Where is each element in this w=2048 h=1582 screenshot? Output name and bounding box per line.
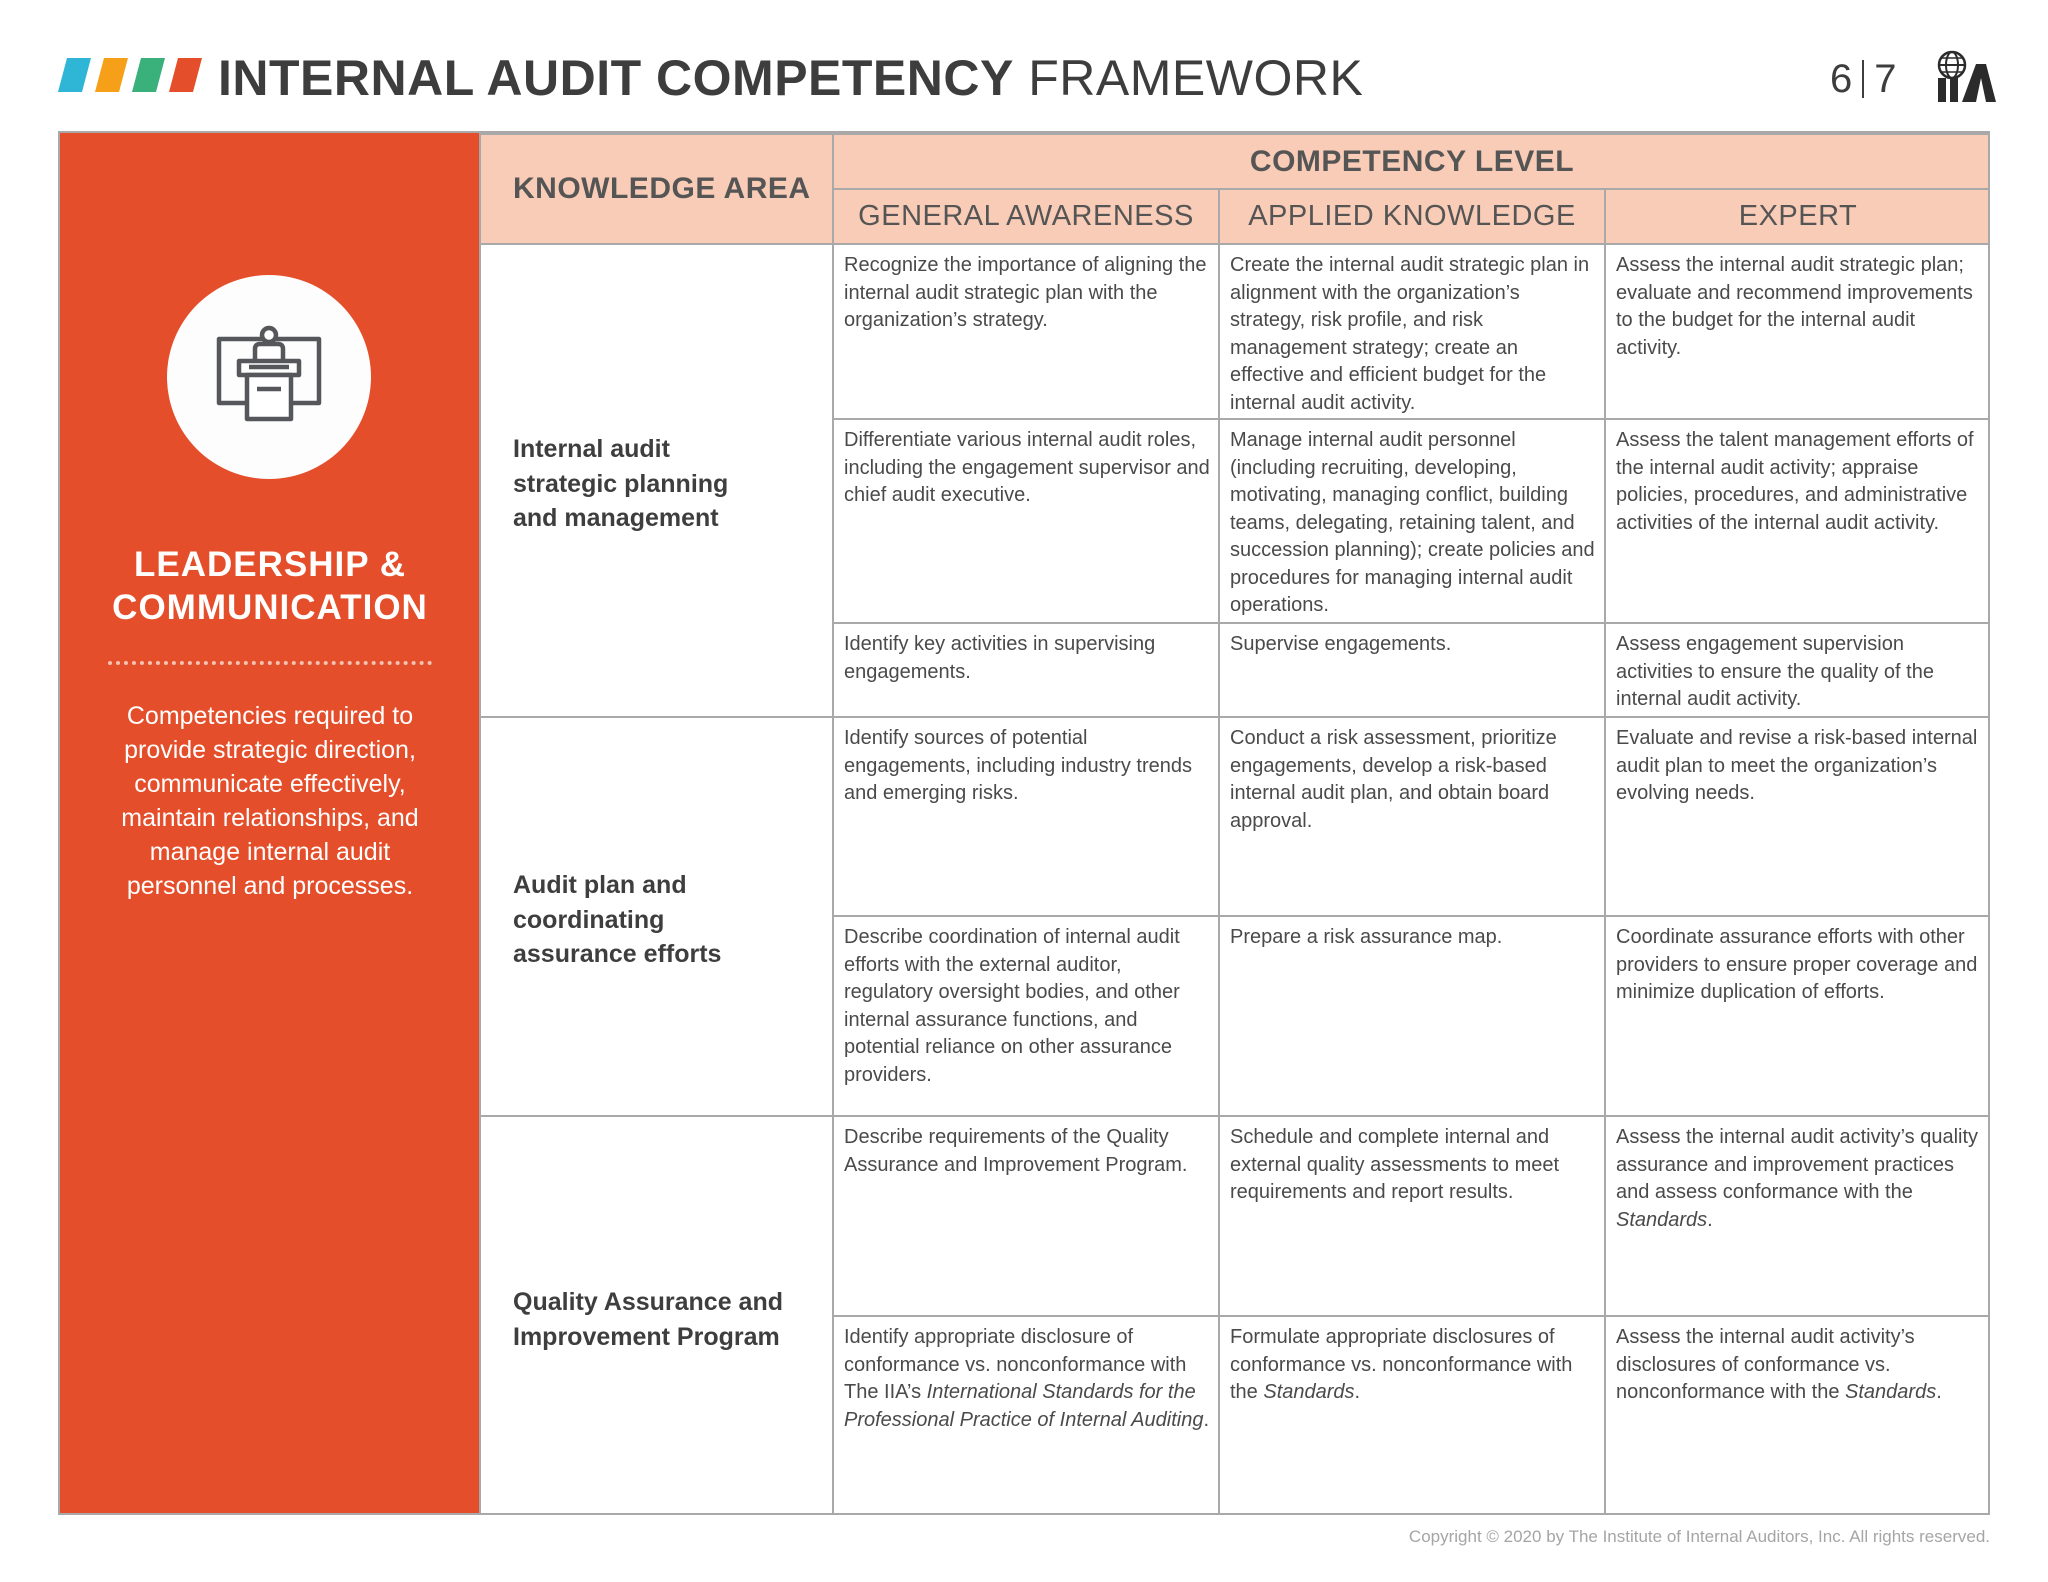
cell-applied-knowledge <box>1219 1316 1605 1515</box>
area-quality-assurance <box>480 1116 833 1515</box>
document-title <box>218 48 1363 108</box>
cell-general-awareness: Identify key activities in supervising engagements. <box>833 623 1219 717</box>
cell-text: Formulate appropriate disclosures of conformance vs. nonconformance with the <box>1230 1326 1573 1403</box>
section-title-line-1: LEADERSHIP & <box>134 545 406 584</box>
cell-general-awareness: Describe requirements of the Quality Assurance and Improvement Program. <box>833 1116 1219 1316</box>
cell-general-awareness: Describe coordination of internal audit efforts with the external auditor, regulatory oversight bodies, and other internal assurance functions, and potential reliance on other assurance providers. <box>833 916 1219 1116</box>
cell-general-awareness: Differentiate various internal audit roles, including the engagement supervisor and chief audit executive. <box>833 419 1219 623</box>
cell-expert <box>1605 1316 1990 1515</box>
cell-expert: Coordinate assurance efforts with other providers to ensure proper coverage and minimize duplication of efforts. <box>1605 916 1990 1116</box>
page-header <box>58 44 1998 144</box>
cell-text: Assess the internal audit activity’s disclosures of conformance vs. nonconformance with the <box>1616 1326 1915 1403</box>
area-label-line: Internal audit <box>513 435 670 464</box>
cell-applied-knowledge: Prepare a risk assurance map. <box>1219 916 1605 1116</box>
area-label-line: Audit plan and <box>513 871 687 900</box>
copyright-notice: Copyright © 2020 by The Institute of Internal Auditors, Inc. All rights reserved. <box>1408 1527 1990 1546</box>
cell-applied-knowledge: Schedule and complete internal and external quality assessments to meet requirements and report results. <box>1219 1116 1605 1316</box>
page-total: 7 <box>1874 57 1897 101</box>
period: . <box>1203 1408 1210 1431</box>
cell-expert: Assess the talent management efforts of the internal audit activity; appraise policies, procedures, and administrative activities of the internal audit activity. <box>1605 419 1990 623</box>
italic-term: Standards <box>1845 1381 1937 1403</box>
italic-term: International Standards for the Professional Practice of Internal Auditing <box>844 1381 1204 1431</box>
area-label-line: Quality Assurance and <box>513 1288 783 1316</box>
cell-text: Identify appropriate disclosure of conformance vs. nonconformance with The IIA’s <box>844 1326 1187 1403</box>
cell-applied-knowledge: Manage internal audit personnel (including recruiting, developing, motivating, managing conflict, building teams, delegating, retaining talent, and succession planning); create policies and procedures for managing internal audit operations. <box>1219 419 1605 623</box>
cell-general-awareness: Recognize the importance of aligning the internal audit strategic plan with the organization’s strategy. <box>833 244 1219 419</box>
cell-expert: Assess engagement supervision activities to ensure the quality of the internal audit activity. <box>1605 623 1990 717</box>
area-label-line: strategic planning <box>513 469 729 498</box>
header-knowledge-area: KNOWLEDGE AREA <box>480 134 833 244</box>
cell-expert: Evaluate and revise a risk-based internal audit plan to meet the organization’s evolving needs. <box>1605 717 1990 916</box>
cell-expert: Assess the internal audit strategic plan; evaluate and recommend improvements to the budget for the internal audit activity. <box>1605 244 1990 419</box>
cell-applied-knowledge: Conduct a risk assessment, prioritize engagements, develop a risk-based internal audit plan, and obtain board approval. <box>1219 717 1605 916</box>
header-competency-level: COMPETENCY LEVEL <box>833 134 1990 189</box>
cell-applied-knowledge: Supervise engagements. <box>1219 623 1605 717</box>
italic-term: Standards <box>1263 1381 1355 1403</box>
page-indicator <box>1830 50 1897 108</box>
iia-logo-icon <box>1934 48 1996 104</box>
competency-table <box>479 133 1990 1515</box>
title-bold: INTERNAL AUDIT COMPETENCY <box>218 50 1014 106</box>
header-general-awareness: GENERAL AWARENESS <box>833 189 1219 244</box>
area-label-line: Improvement Program <box>513 1322 780 1351</box>
italic-term: Standards <box>1616 1208 1708 1231</box>
period: . <box>1354 1381 1361 1403</box>
cell-applied-knowledge: Create the internal audit strategic plan in alignment with the organization’s strategy, risk profile, and risk management strategy; create an effective and efficient budget for the internal audit activity. <box>1219 244 1605 419</box>
title-light: FRAMEWORK <box>1028 50 1364 106</box>
icon-badge <box>167 275 371 479</box>
area-strategic-planning <box>480 244 833 717</box>
header-applied-knowledge: APPLIED KNOWLEDGE <box>1219 189 1605 244</box>
period: . <box>1936 1381 1942 1403</box>
header-expert: EXPERT <box>1605 189 1990 244</box>
cell-general-awareness <box>833 1316 1219 1515</box>
area-label-line: assurance efforts <box>513 940 722 969</box>
sidebar <box>60 133 480 1513</box>
period: . <box>1707 1208 1713 1231</box>
section-description: Competencies required to provide strategic direction, communicate effectively, maintain relationships, and manage internal audit personnel and processes. <box>121 702 419 900</box>
area-audit-plan <box>480 717 833 1116</box>
color-stripes-icon <box>58 58 204 92</box>
cell-text: Assess the internal audit activity’s quality assurance and improvement practices and assess conformance with the <box>1616 1126 1979 1203</box>
cell-expert <box>1605 1116 1990 1316</box>
section-title <box>60 543 480 629</box>
page-current: 6 <box>1830 57 1853 101</box>
competency-frame <box>58 131 1990 1515</box>
dotted-divider <box>108 661 432 665</box>
area-label-line: and management <box>513 504 719 533</box>
presenter-at-podium-icon <box>209 317 329 437</box>
section-title-line-2: COMMUNICATION <box>112 588 428 627</box>
cell-general-awareness: Identify sources of potential engagements, including industry trends and emerging risks. <box>833 717 1219 916</box>
area-label-line: coordinating <box>513 905 665 934</box>
